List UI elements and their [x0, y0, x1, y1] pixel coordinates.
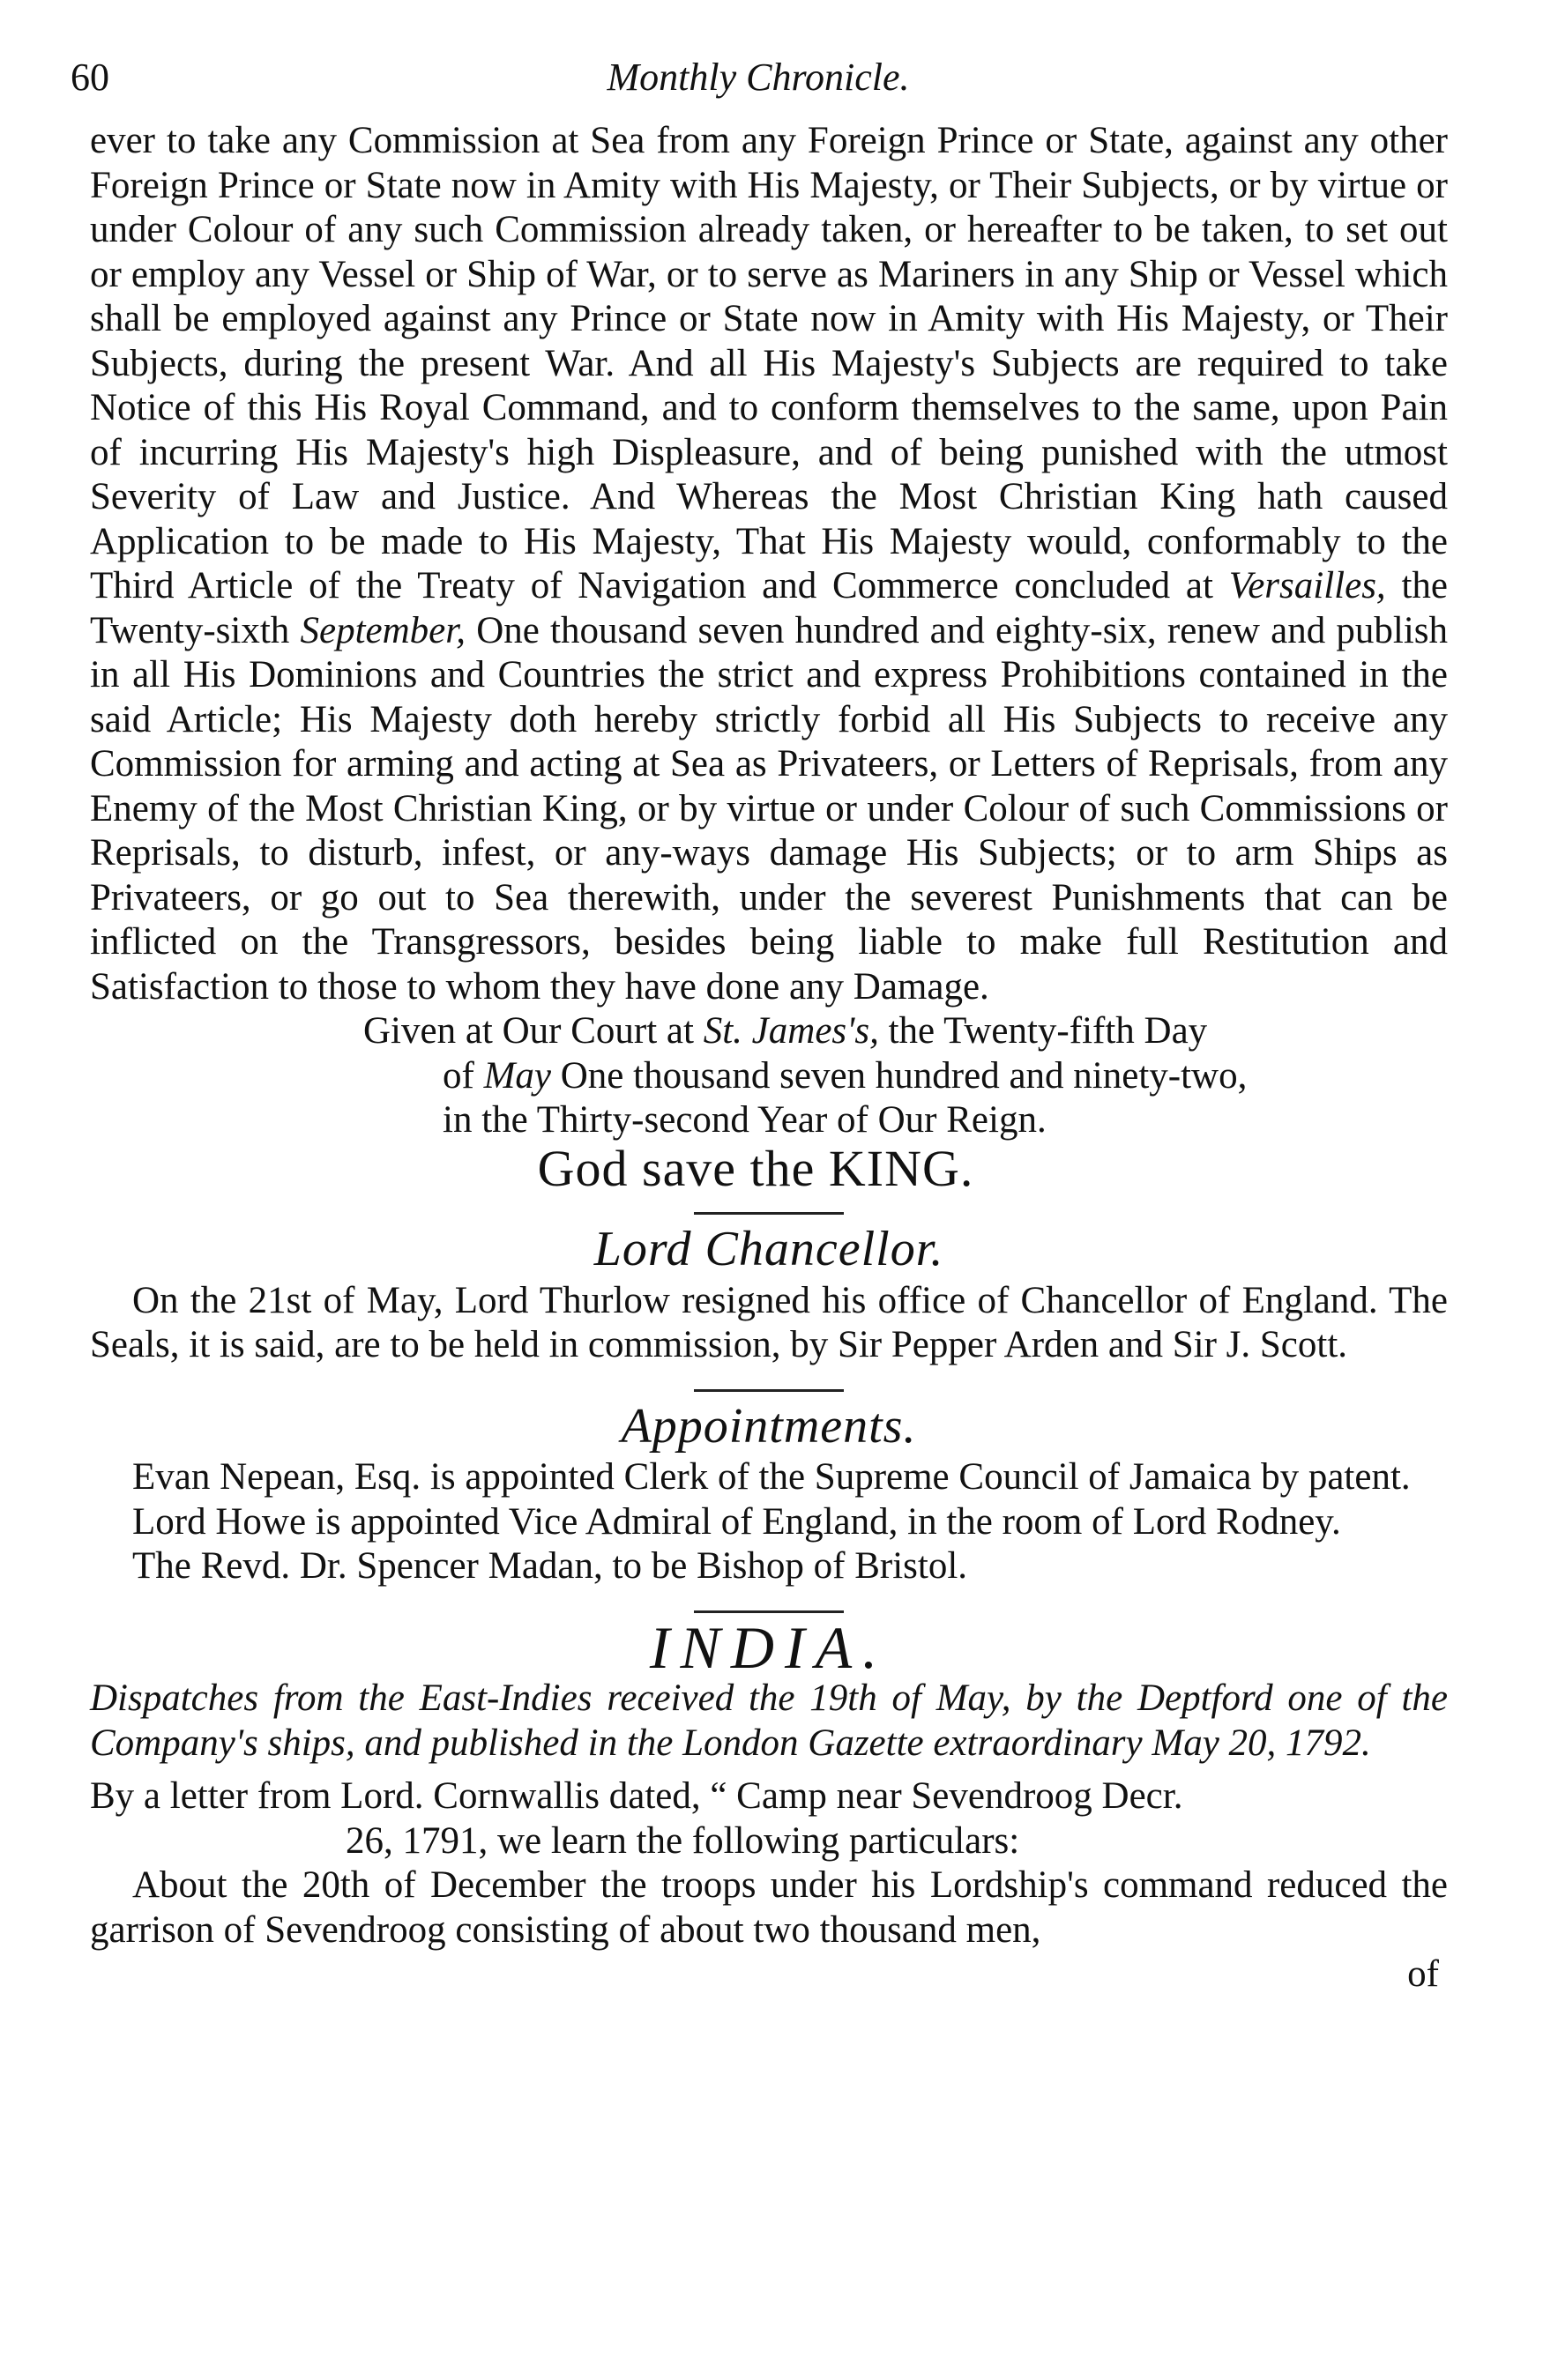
- appointment-item: Lord Howe is appointed Vice Admiral of England, in the room of Lord Rodney.: [132, 1500, 1341, 1543]
- lord-chancellor-text: On the 21st of May, Lord Thurlow resigned his office of Chancellor of England. The Seals, it is said, are to be held in commission, by Sir Pepper Arden and Sir J. Scott.: [90, 1279, 1448, 1365]
- catchword: of: [1407, 1953, 1439, 1995]
- given-text-1b: the Twenty-fifth Day: [888, 1010, 1208, 1052]
- proclamation-text-b: the Twenty-sixth: [90, 565, 1449, 651]
- india-subhead: Dispatches from the East-Indies received the 19th of May, by the Deptford one of the Company's ships, and published in the London Gazette extraordinary May 20, 1792.: [90, 1677, 1448, 1764]
- section-divider: [694, 1212, 844, 1215]
- lord-chancellor-heading: Lord Chancellor.: [593, 1222, 944, 1276]
- letter-date: 26, 1791, we learn the following particulars:: [346, 1819, 1020, 1862]
- section-divider: [694, 1610, 844, 1613]
- india-heading: INDIA.: [649, 1613, 889, 1681]
- september-italic: September,: [300, 609, 466, 651]
- body-text: [90, 119, 1448, 1997]
- given-line-3: in the Thirty-second Year of Our Reign.: [443, 1099, 1047, 1141]
- letter-intro-text: By a letter from Lord. Cornwallis dated, “ Camp near Sevendroog Decr.: [90, 1775, 1183, 1817]
- given-text-1: Given at Our Court at: [363, 1010, 694, 1052]
- letter-intro: [90, 1774, 1448, 1863]
- given-text-2a: of: [443, 1054, 474, 1097]
- section-divider: [694, 1389, 844, 1392]
- appointment-item: Evan Nepean, Esq. is appointed Clerk of the Supreme Council of Jamaica by patent.: [132, 1456, 1411, 1498]
- appointments-heading: Appointments.: [621, 1398, 917, 1454]
- given-text-2b: One thousand seven hundred and ninety-two,: [560, 1054, 1248, 1097]
- may-italic: May: [483, 1054, 551, 1097]
- given-at-court: [363, 1009, 1448, 1143]
- st-james-italic: St. James's,: [703, 1010, 879, 1052]
- god-save-the-king: God save the KING.: [537, 1139, 974, 1197]
- proclamation-text-c: One thousand seven hundred and eighty-six, renew and publish in all His Dominions and Countries the strict and express Prohibitions contained in the said Article; His Majesty doth hereby strictly forbid all His Subjects to receive any Commission for arming and acting at Sea as Privateers, or Letters of Reprisals, from any Enemy of the Most Christian King, or by virtue or under Colour of such Commissions or Reprisals, to disturb, infest, or any-ways damage His Subjects; or to arm Ships as Privateers, or go out to Sea therewith, under the severest Punishments that can be inflicted on the Transgressors, besides being liable to make full Restitution and Satisfaction to those to whom they have done any Damage.: [90, 609, 1449, 1008]
- page-header: [71, 55, 1446, 108]
- proclamation-paragraph: [90, 119, 1448, 1009]
- versailles-italic: Versailles,: [1228, 565, 1386, 606]
- running-head: Monthly Chronicle.: [607, 56, 910, 99]
- page-number: 60: [71, 56, 109, 99]
- india-text: About the 20th of December the troops under his Lordship's command reduced the garrison of Sevendroog consisting of about two thousand men,: [90, 1864, 1448, 1951]
- given-line-2: [363, 1054, 1448, 1099]
- given-line-1: [363, 1009, 1448, 1054]
- appointment-item: The Revd. Dr. Spencer Madan, to be Bishop of Bristol.: [132, 1545, 968, 1587]
- proclamation-text-a: ever to take any Commission at Sea from any Foreign Prince or State, against any other Foreign Prince or State now in Amity with His Majesty, or Their Subjects, or by virtue or under Colour of any such Commission already taken, or hereafter to be taken, to set out or employ any Vessel or Ship of War, or to serve as Mariners in any Ship or Vessel which shall be employed against any Prince or State now in Amity with His Majesty, or Their Subjects, during the present War. And all His Majesty's Subjects are required to take Notice of this His Royal Command, and to conform themselves to the same, upon Pain of incurring His Majesty's high Displeasure, and of being punished with the utmost Severity of Law and Justice. And Whereas the Most Christian King hath caused Application to be made to His Majesty, That His Majesty would, conformably to the Third Article of the Treaty of Navigation and Commerce concluded at: [90, 120, 1448, 606]
